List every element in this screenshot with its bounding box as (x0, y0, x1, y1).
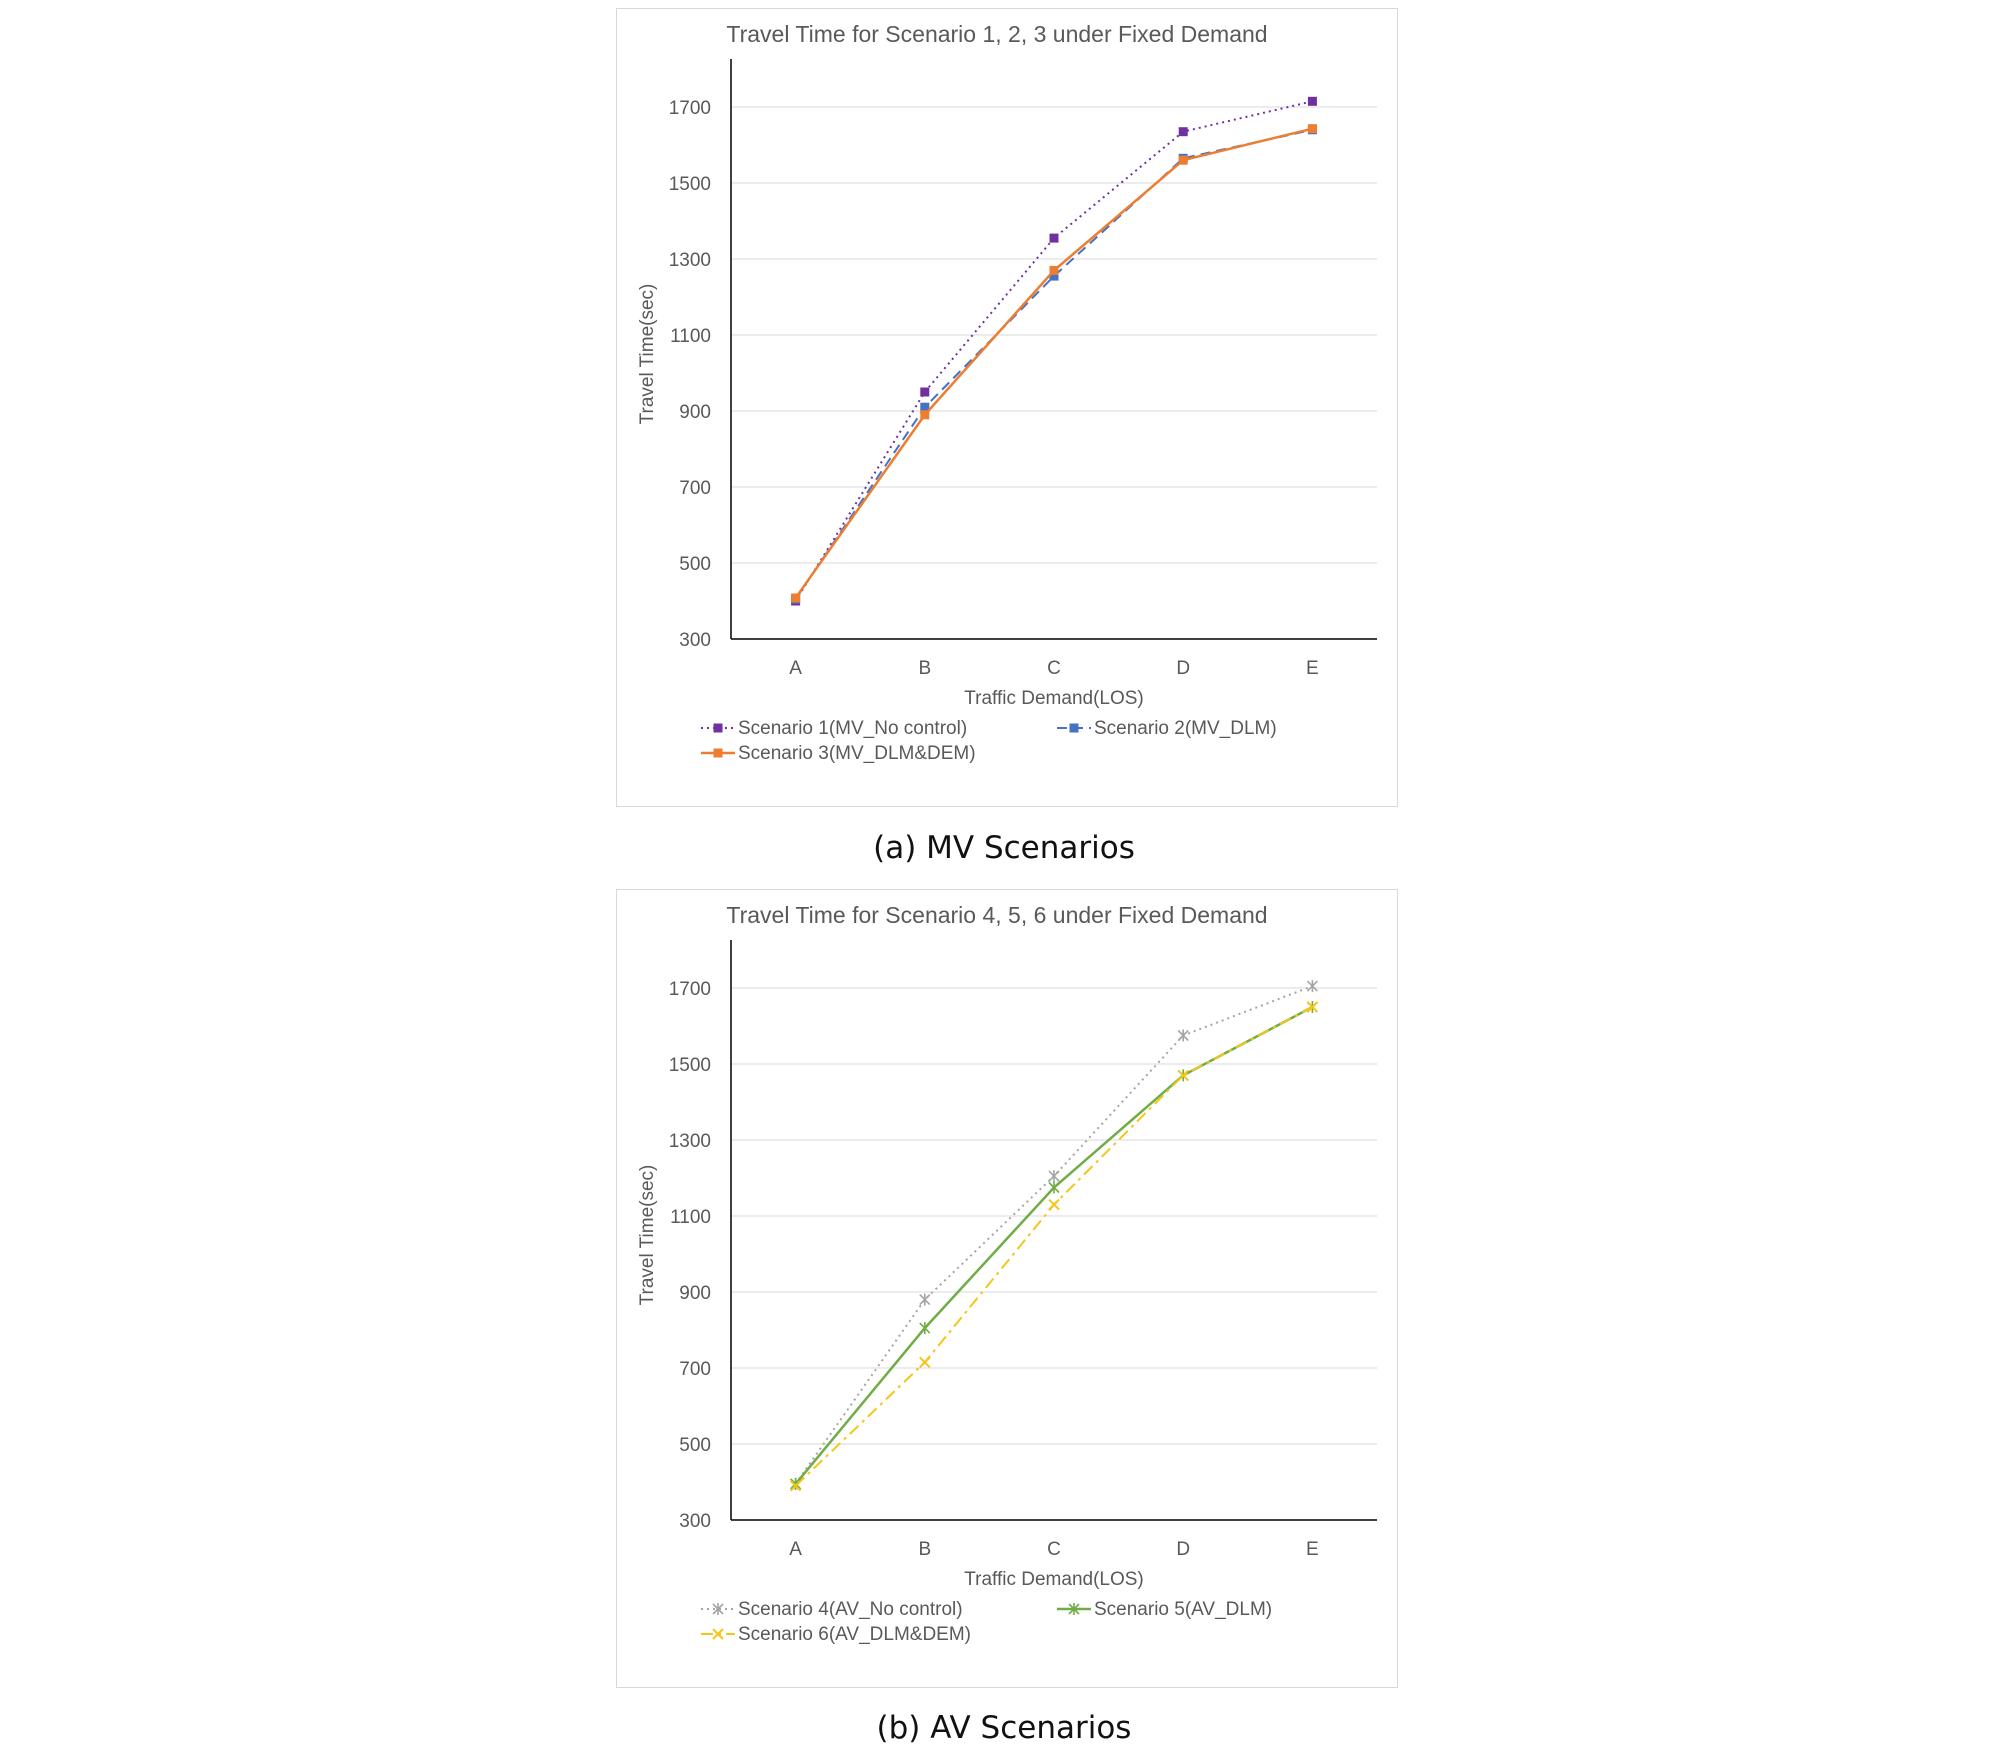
chart-b-panel (616, 889, 1398, 1688)
series-line (796, 1007, 1313, 1486)
x-tick-label: A (789, 658, 802, 679)
chart-b-svg (617, 890, 1397, 1687)
x-tick-label: D (1176, 1539, 1191, 1560)
chart-a-panel (616, 8, 1398, 807)
data-point (920, 1322, 930, 1334)
series-3 (791, 124, 1317, 602)
y-tick-label: 1700 (668, 979, 711, 1000)
x-tick-label: B (918, 1539, 932, 1560)
x-tick-label: A (789, 1539, 802, 1560)
legend-label: Scenario 4(AV_No control) (738, 1599, 963, 1620)
series-2 (791, 1001, 1318, 1490)
y-tick-label: 1500 (668, 174, 711, 195)
legend-marker (1070, 724, 1079, 733)
legend-item (701, 718, 967, 739)
data-point (920, 1357, 930, 1367)
y-tick-label: 900 (679, 402, 711, 423)
series-1 (791, 980, 1318, 1490)
data-point (1307, 980, 1317, 992)
series-2 (791, 125, 1317, 603)
series-line (796, 130, 1313, 599)
data-point (920, 1294, 930, 1306)
data-point (1050, 234, 1059, 243)
x-axis-title: Traffic Demand(LOS) (964, 1569, 1144, 1590)
y-tick-label: 500 (679, 1435, 711, 1456)
chart-title: Travel Time for Scenario 4, 5, 6 under Fixed Demand (726, 902, 1268, 928)
data-point (920, 388, 929, 397)
legend-marker (714, 749, 723, 758)
y-tick-label: 700 (679, 1359, 711, 1380)
y-tick-label: 300 (679, 630, 711, 651)
legend-item (701, 1624, 971, 1645)
y-tick-label: 1100 (670, 1207, 711, 1228)
y-tick-label: 1300 (668, 250, 711, 271)
legend-label: Scenario 6(AV_DLM&DEM) (738, 1624, 972, 1645)
legend-marker (714, 724, 723, 733)
series-3 (791, 1002, 1318, 1491)
data-point (1308, 97, 1317, 106)
data-point (1179, 127, 1188, 136)
legend-marker (713, 1629, 723, 1639)
chart-a-svg (617, 9, 1397, 806)
y-tick-label: 1300 (668, 1131, 711, 1152)
x-tick-label: C (1047, 658, 1061, 679)
data-point (1178, 1030, 1188, 1042)
series-line (796, 129, 1313, 598)
data-point (791, 593, 800, 602)
x-tick-label: D (1176, 658, 1191, 679)
legend-label: Scenario 3(MV_DLM&DEM) (738, 743, 976, 764)
y-axis-title: Travel Time(sec) (637, 1164, 658, 1306)
data-point (1049, 1200, 1059, 1210)
data-point (1179, 156, 1188, 165)
x-tick-label: C (1047, 1539, 1061, 1560)
x-axis-title: Traffic Demand(LOS) (964, 688, 1144, 709)
data-point (1308, 124, 1317, 133)
series-line (796, 986, 1313, 1484)
data-point (920, 410, 929, 419)
y-tick-label: 700 (679, 478, 711, 499)
y-axis-title: Travel Time(sec) (637, 283, 658, 425)
caption-b: (b) AV Scenarios (876, 1710, 1132, 1746)
data-point (1049, 1170, 1059, 1182)
series-line (796, 101, 1313, 601)
chart-title: Travel Time for Scenario 1, 2, 3 under Fixed Demand (726, 21, 1268, 47)
caption-a: (a) MV Scenarios (873, 830, 1135, 866)
data-point (1049, 1182, 1059, 1194)
x-tick-label: B (918, 658, 932, 679)
y-tick-label: 300 (679, 1511, 711, 1532)
legend-label: Scenario 5(AV_DLM) (1094, 1599, 1273, 1620)
y-tick-label: 1500 (668, 1055, 711, 1076)
x-tick-label: E (1306, 1539, 1319, 1560)
y-tick-label: 1100 (670, 326, 711, 347)
legend-label: Scenario 2(MV_DLM) (1094, 718, 1277, 739)
y-tick-label: 500 (679, 554, 711, 575)
legend-label: Scenario 1(MV_No control) (738, 718, 968, 739)
legend-item (701, 743, 976, 764)
legend-item (701, 1599, 963, 1620)
y-tick-label: 1700 (668, 98, 711, 119)
legend-item (1057, 1599, 1272, 1620)
series-1 (791, 97, 1317, 606)
x-tick-label: E (1306, 658, 1319, 679)
data-point (1050, 266, 1059, 275)
y-tick-label: 900 (679, 1283, 711, 1304)
legend-item (1057, 718, 1277, 739)
